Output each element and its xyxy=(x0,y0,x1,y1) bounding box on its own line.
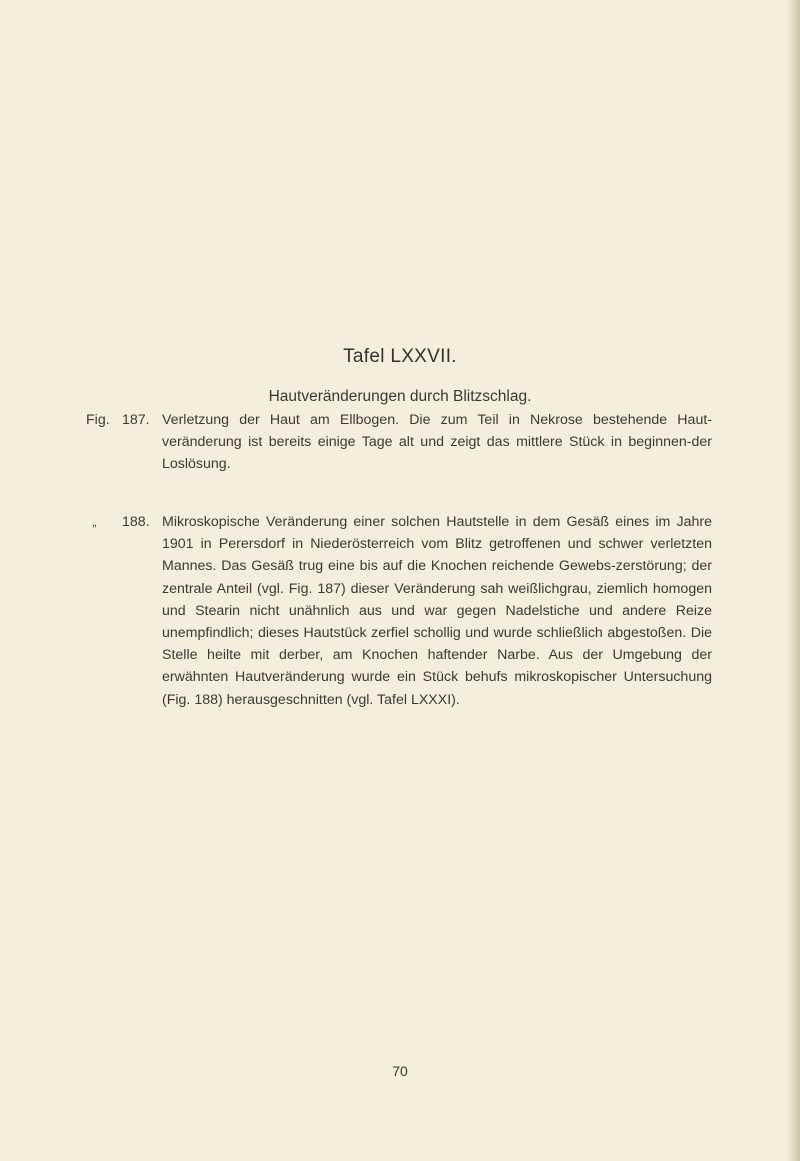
ditto-mark: „ xyxy=(93,515,97,529)
plate-subtitle: Hautveränderungen durch Blitzschlag. xyxy=(268,388,532,405)
caption-text: Verletzung der Haut am Ellbogen. Die zum Teil in Nekrose bestehende Haut-veränderung ist bereits einige Tage alt und zeigt das mittlere Stück in beginnen-der Loslösung. xyxy=(162,412,712,473)
plate-title: Tafel LXXVII. xyxy=(343,346,457,367)
figure-label: Fig. xyxy=(86,412,110,428)
page-edge-shadow xyxy=(786,0,800,1161)
page-number: 70 xyxy=(392,1063,408,1079)
caption-text: Mikroskopische Veränderung einer solchen Hautstelle in dem Gesäß eines im Jahre 1901 in Perersdorf in Niederösterreich vom Blitz getroffenen und schwer verletzten Mannes. Das Gesäß trug eine bis auf die Knochen reichende Gewebs-zerstörung; der zentrale Anteil (vgl. Fig. 187) dieser Veränderung sah weißlichgrau, ziemlich homogen und Stearin nicht unähnlich aus und war gegen Nadelstiche und andere Reize unempfindlich; dieses Hautstück zerfiel schollig und wurde schließlich abgestoßen. Die Stelle heilte mit derber, am Knochen haftender Narbe. Aus der Umgebung der erwähnten Hautveränderung wurde ein Stück behufs mikroskopischer Untersuchung (Fig. 188) herausgeschnitten (vgl. Tafel LXXXI). xyxy=(162,514,712,708)
figure-number: 188. xyxy=(122,514,150,530)
figure-number: 187. xyxy=(122,412,150,428)
